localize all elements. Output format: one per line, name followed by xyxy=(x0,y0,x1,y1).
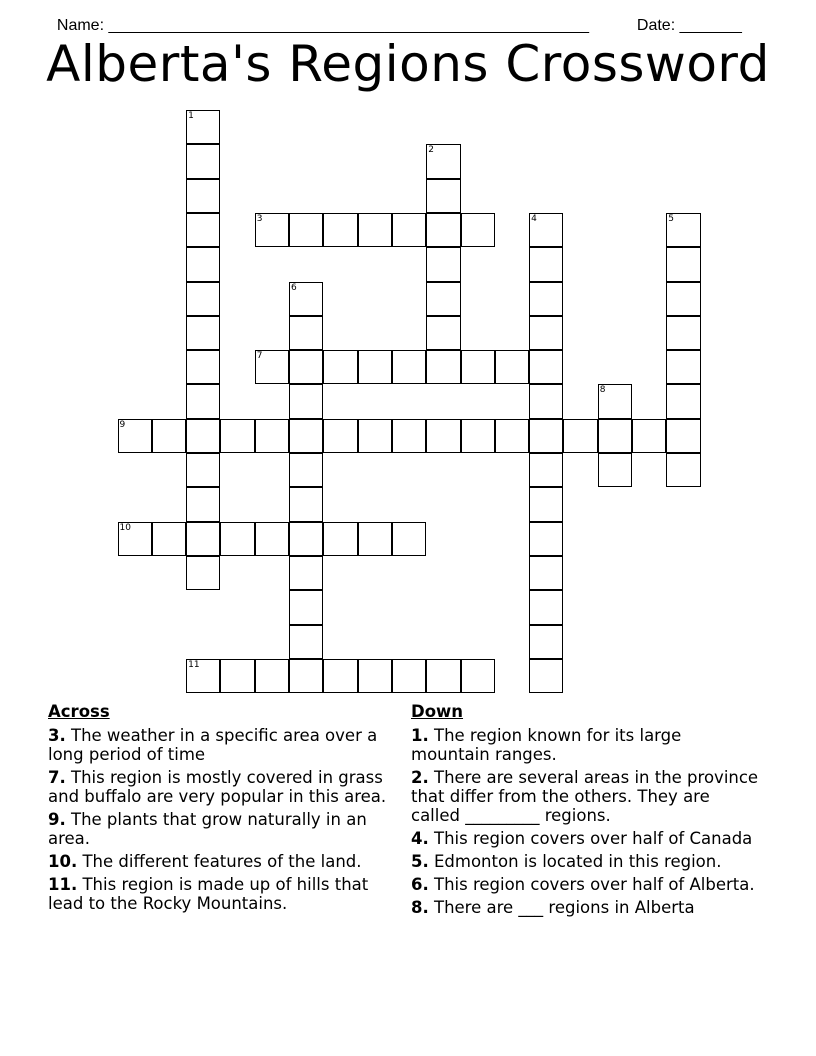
down-clue xyxy=(411,726,761,764)
grid-cell[interactable] xyxy=(186,487,220,521)
grid-cell[interactable] xyxy=(358,419,392,453)
grid-cell[interactable] xyxy=(666,419,700,453)
grid-cell[interactable] xyxy=(598,453,632,487)
grid-cell[interactable] xyxy=(529,419,563,453)
grid-cell[interactable] xyxy=(289,213,323,247)
grid-cell[interactable] xyxy=(426,179,460,213)
clue-text: The plants that grow naturally in an area. xyxy=(48,810,367,848)
grid-cell[interactable] xyxy=(529,625,563,659)
clue-number: 4. xyxy=(411,829,429,848)
grid-cell[interactable] xyxy=(461,659,495,693)
grid-cell[interactable] xyxy=(392,522,426,556)
clue-text: The different features of the land. xyxy=(77,852,362,871)
grid-cell[interactable] xyxy=(118,522,152,556)
grid-cell[interactable] xyxy=(495,350,529,384)
name-label: Name: xyxy=(56,17,109,34)
page-title: Alberta's Regions Crossword xyxy=(46,35,770,93)
grid-cell[interactable] xyxy=(186,110,220,144)
grid-cell[interactable] xyxy=(598,384,632,418)
grid-cell[interactable] xyxy=(186,179,220,213)
grid-cell[interactable] xyxy=(323,522,357,556)
grid-cell[interactable] xyxy=(392,213,426,247)
grid-cell[interactable] xyxy=(289,522,323,556)
grid-cell[interactable] xyxy=(426,316,460,350)
grid-cell[interactable] xyxy=(186,316,220,350)
across-clue xyxy=(48,726,398,764)
clue-number: 7. xyxy=(48,768,66,787)
grid-cell[interactable] xyxy=(289,316,323,350)
name-field xyxy=(48,0,589,35)
clue-number: 3. xyxy=(48,726,66,745)
clue-number: 6. xyxy=(411,875,429,894)
clue-number: 9. xyxy=(48,810,66,829)
clue-number: 10 xyxy=(119,522,131,533)
clue-number: 8. xyxy=(411,898,429,917)
grid-cell[interactable] xyxy=(323,350,357,384)
down-clue-list xyxy=(411,726,761,917)
date-label: Date: xyxy=(636,17,680,34)
grid-cell[interactable] xyxy=(323,213,357,247)
clue-text: This region covers over half of Alberta. xyxy=(428,875,755,894)
grid-cell[interactable] xyxy=(289,350,323,384)
grid-cell[interactable] xyxy=(461,350,495,384)
grid-cell[interactable] xyxy=(255,419,289,453)
grid-cell[interactable] xyxy=(666,384,700,418)
across-clues xyxy=(48,702,398,917)
grid-cell[interactable] xyxy=(529,590,563,624)
date-line[interactable]: _______ xyxy=(679,17,742,34)
clue-text: There are several areas in the province that differ from the others. They are called _________ regions. xyxy=(411,768,759,825)
grid-cell[interactable] xyxy=(323,659,357,693)
grid-cell[interactable] xyxy=(529,453,563,487)
grid-cell[interactable] xyxy=(220,659,254,693)
grid-cell[interactable] xyxy=(529,247,563,281)
grid-cell[interactable] xyxy=(529,384,563,418)
grid-cell[interactable] xyxy=(358,213,392,247)
grid-cell[interactable] xyxy=(186,282,220,316)
grid-cell[interactable] xyxy=(255,522,289,556)
across-clue xyxy=(48,810,398,848)
grid-cell[interactable] xyxy=(289,384,323,418)
across-clue xyxy=(48,852,398,871)
down-clues xyxy=(411,702,761,921)
grid-cell[interactable] xyxy=(186,522,220,556)
grid-cell[interactable] xyxy=(289,487,323,521)
clue-number: 5 xyxy=(668,213,675,224)
grid-cell[interactable] xyxy=(529,213,563,247)
grid-cell[interactable] xyxy=(426,419,460,453)
clue-number: 2 xyxy=(428,145,434,156)
clue-number: 3 xyxy=(256,213,263,224)
clue-number: 4 xyxy=(531,213,537,224)
grid-cell[interactable] xyxy=(289,453,323,487)
grid-cell[interactable] xyxy=(529,282,563,316)
grid-cell[interactable] xyxy=(426,282,460,316)
clue-text: This region is mostly covered in grass and buffalo are very popular in this area. xyxy=(48,768,387,806)
grid-cell[interactable] xyxy=(289,419,323,453)
grid-cell[interactable] xyxy=(598,419,632,453)
grid-cell[interactable] xyxy=(186,213,220,247)
clue-text: The weather in a specific area over a long period of time xyxy=(48,726,378,764)
clue-text: Edmonton is located in this region. xyxy=(428,852,722,871)
clue-number: 11 xyxy=(188,659,200,670)
grid-cell[interactable] xyxy=(666,316,700,350)
grid-cell[interactable] xyxy=(289,282,323,316)
grid-cell[interactable] xyxy=(426,247,460,281)
clue-number: 6 xyxy=(291,282,297,293)
grid-cell[interactable] xyxy=(255,213,289,247)
grid-cell[interactable] xyxy=(255,659,289,693)
grid-cell[interactable] xyxy=(666,282,700,316)
down-clue xyxy=(411,768,761,825)
grid-cell[interactable] xyxy=(529,522,563,556)
clue-number: 1. xyxy=(411,726,429,745)
clue-number: 10. xyxy=(48,852,78,871)
name-line[interactable]: ______________________________________________________ xyxy=(108,17,589,34)
grid-cell[interactable] xyxy=(529,487,563,521)
grid-cell[interactable] xyxy=(666,247,700,281)
date-field xyxy=(628,0,742,35)
grid-cell[interactable] xyxy=(426,144,460,178)
down-clue xyxy=(411,829,761,848)
grid-cell[interactable] xyxy=(392,659,426,693)
clue-number: 5. xyxy=(411,852,429,871)
clue-number: 7 xyxy=(256,351,263,362)
clue-number: 1 xyxy=(188,111,194,121)
grid-cell[interactable] xyxy=(152,419,186,453)
clue-number: 2. xyxy=(411,768,429,787)
grid-cell[interactable] xyxy=(529,659,563,693)
grid-cell[interactable] xyxy=(186,384,220,418)
grid-cell[interactable] xyxy=(632,419,666,453)
grid-cell[interactable] xyxy=(118,419,152,453)
grid-cell[interactable] xyxy=(220,522,254,556)
grid-cell[interactable] xyxy=(426,659,460,693)
clue-number: 8 xyxy=(599,385,606,396)
down-heading: Down xyxy=(411,702,464,721)
clue-text: This region is made up of hills that lead to the Rocky Mountains. xyxy=(48,875,369,913)
grid-cell[interactable] xyxy=(289,590,323,624)
across-clue-list xyxy=(48,726,398,913)
across-clue xyxy=(48,875,398,913)
grid-cell[interactable] xyxy=(289,625,323,659)
across-clue xyxy=(48,768,398,806)
grid-cell[interactable] xyxy=(426,213,460,247)
grid-cell[interactable] xyxy=(495,419,529,453)
grid-cell[interactable] xyxy=(186,350,220,384)
grid-cell[interactable] xyxy=(392,350,426,384)
grid-cell[interactable] xyxy=(666,213,700,247)
grid-cell[interactable] xyxy=(461,419,495,453)
grid-cell[interactable] xyxy=(461,213,495,247)
grid-cell[interactable] xyxy=(186,247,220,281)
grid-cell[interactable] xyxy=(529,350,563,384)
grid-cell[interactable] xyxy=(358,659,392,693)
grid-cell[interactable] xyxy=(186,144,220,178)
grid-cell[interactable] xyxy=(563,419,597,453)
down-clue xyxy=(411,898,761,917)
grid-cell[interactable] xyxy=(289,659,323,693)
grid-cell[interactable] xyxy=(323,419,357,453)
grid-cell[interactable] xyxy=(152,522,186,556)
grid-cell[interactable] xyxy=(220,419,254,453)
grid-cell[interactable] xyxy=(255,350,289,384)
grid-cell[interactable] xyxy=(666,453,700,487)
grid-cell[interactable] xyxy=(186,659,220,693)
grid-cell[interactable] xyxy=(186,556,220,590)
grid-cell[interactable] xyxy=(186,419,220,453)
clue-text: The region known for its large mountain ranges. xyxy=(411,726,682,764)
grid-cell[interactable] xyxy=(529,316,563,350)
grid-cell[interactable] xyxy=(392,419,426,453)
clue-text: There are ___ regions in Alberta xyxy=(428,898,695,917)
grid-cell[interactable] xyxy=(666,350,700,384)
across-heading: Across xyxy=(48,702,110,721)
down-clue xyxy=(411,852,761,871)
down-clue xyxy=(411,875,761,894)
grid-cell[interactable] xyxy=(426,350,460,384)
grid-cell[interactable] xyxy=(529,556,563,590)
clue-number: 11. xyxy=(48,875,78,894)
grid-cell[interactable] xyxy=(358,350,392,384)
grid-cell[interactable] xyxy=(289,556,323,590)
clue-number: 9 xyxy=(119,419,126,430)
grid-cell[interactable] xyxy=(358,522,392,556)
grid-cell[interactable] xyxy=(186,453,220,487)
clue-text: This region covers over half of Canada xyxy=(428,829,753,848)
